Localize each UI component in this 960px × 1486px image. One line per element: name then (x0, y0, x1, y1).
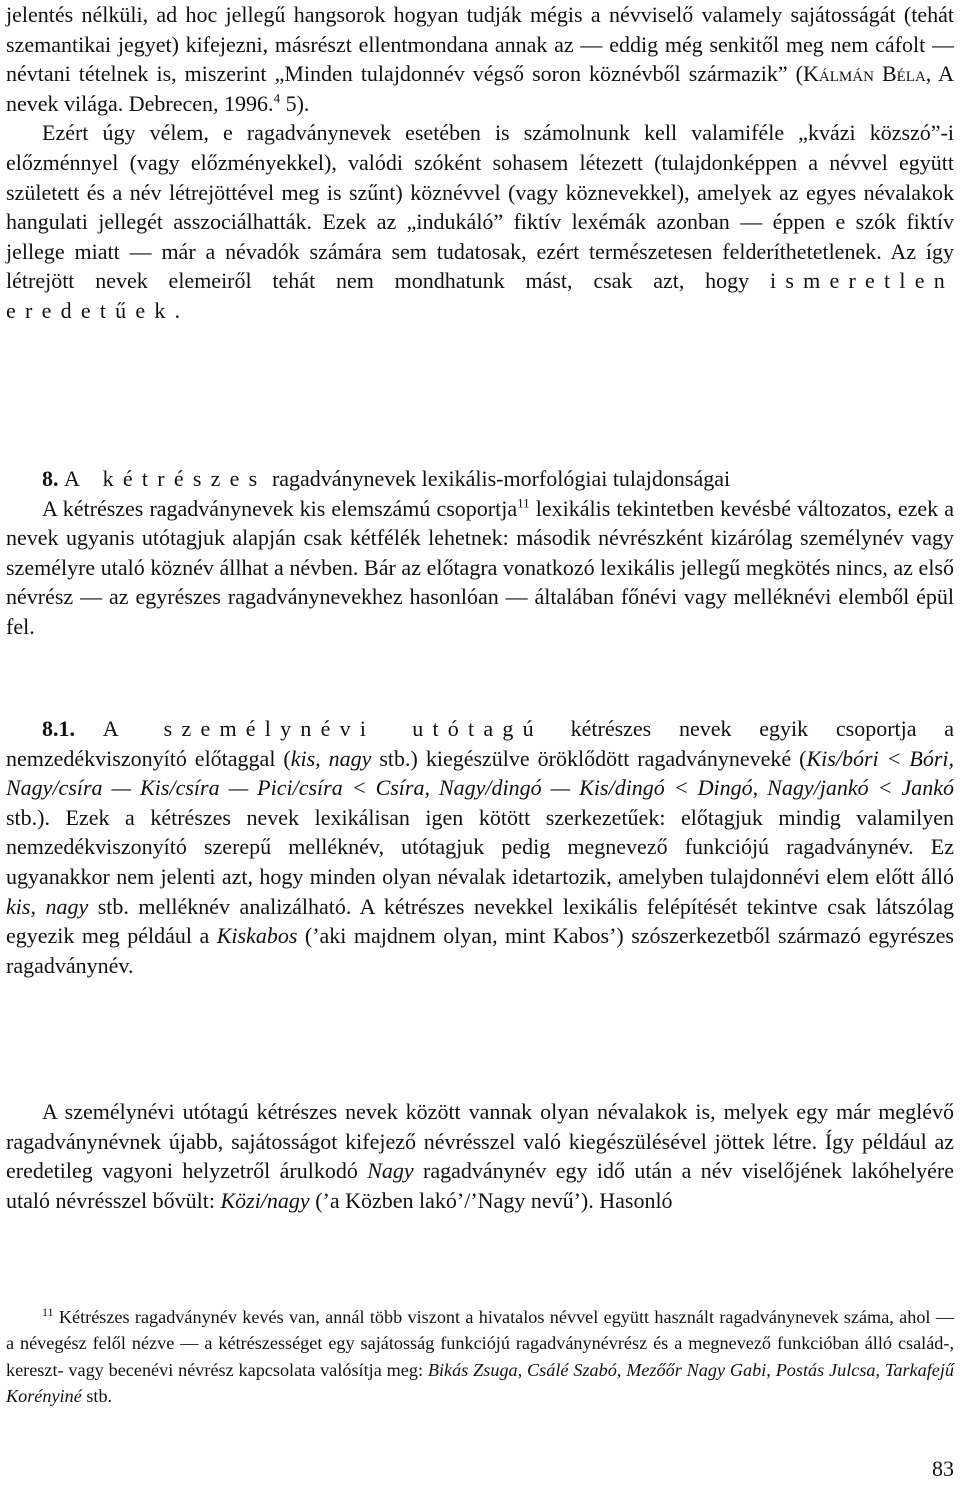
text-run: A kétrészes ragadványnevek kis elemszámú csoportja (42, 495, 518, 521)
page-number: 83 (932, 1456, 954, 1481)
text-run: stb. (81, 1386, 113, 1407)
text-run: , A nevek világa. Debrecen, 1996. (6, 61, 954, 116)
paragraph-continued (6, 0, 954, 326)
italic-run: kis, nagy (290, 745, 372, 771)
text-run: lexikális tekintetben kevésbé változatos, ezek a nevek ugyanis utótagjuk alapján csak kétfélék lehetnek: második névrészként kizárólag személynév vagy személyre utaló köznév állhat a névben. Bár az előtagra vonatkozó lexikális jellegű megkötés nincs, az első névrész — az egyrészes ragadványnevekhez hasonlóan — általában főnévi vagy melléknévi elemből épül fel. (6, 495, 954, 639)
author-name: Kálmán Béla (803, 61, 926, 87)
spaced-emphasis: A személynévi utótagú (102, 716, 543, 741)
italic-run: Bikás Zsuga, Csálé Szabó, Mezőőr Nagy Gabi, Postás Julcsa, Tarkafejű Korényiné (6, 1359, 954, 1407)
text-run: kétrészes nevek egyik csoportja a nemzedékviszonyító előtaggal ( (6, 716, 955, 771)
footnote-number: 11 (42, 1304, 54, 1319)
paragraph (6, 714, 954, 980)
text-run: A személynévi utótagú kétrészes nevek között vannak olyan névalakok is, melyek egy már meglévő ragadványnévnek újabb, sajátosságot kifejező névrésszel való kiegészülésével jöttek létre. Így például az eredetileg vagyoni helyzetről árulkodó (6, 1099, 954, 1184)
text-run: stb. melléknév analizálható. A kétrészes nevekkel lexikális felépítését tekintve csak látszólag egyezik meg például a (6, 893, 954, 949)
section-title: ragadványnevek lexikális-morfológiai tulajdonságai (266, 466, 731, 491)
paragraph (6, 1097, 954, 1215)
text-run: jelentés nélküli, ad hoc jellegű hangsorok hogyan tudják mégis a névviselő valamely sajátosságát (tehát szemantikai jegyet) kifejezni, másrészt ellentmondana annak az — eddig még senkitől meg nem cáfolt — névtani tételnek is, miszerint „Minden tulajdonnév végső soron köznévből származik” ( (6, 2, 954, 87)
text-run: (’a Közben lakó’/’Nagy nevű’). Hasonló (309, 1187, 673, 1213)
section-number: 8.1. (42, 716, 75, 741)
italic-run: Kiskabos (216, 923, 298, 949)
text-run: . (174, 297, 181, 323)
text-run: (’aki majdnem olyan, mint Kabos’) szószerkezetből származó egyrészes ragadványnév. (6, 923, 954, 978)
italic-run: Nagy (367, 1158, 414, 1184)
italic-run: Kis/bóri < Bóri, Nagy/csíra — Kis/csíra — Pici/csíra < Csíra, Nagy/dingó — Kis/dingó < Dingó, Nagy/jankó < Jankó (6, 745, 955, 801)
text-run: 5). (280, 90, 310, 116)
footnote-ref: 11 (517, 495, 530, 511)
text-run: stb.). Ezek a kétrészes nevek lexikálisan igen kötött szerkezetűek: előtagjuk mindig valamilyen nemzedékviszonyító szerepű melléknév, utótagjuk pedig megnevező funkciójú ragadványnév. Ez ugyanakkor nem jelenti azt, hogy minden olyan névalak idetartozik, amelyben tulajdonnévi elem előtt álló (6, 804, 954, 889)
paragraph (6, 118, 954, 325)
section-heading (6, 464, 954, 494)
text-run: ragadványnév egy idő után a név viselőjének lakóhelyére utaló névrésszel bővült: (6, 1158, 954, 1213)
section-8 (6, 464, 954, 642)
italic-run: Közi/nagy (220, 1187, 310, 1213)
section-8-1 (6, 714, 954, 980)
text-run: Kétrészes ragadványnév kevés van, annál több viszont a hivatalos névvel együtt használt ragadványnevek száma, ahol — a névegész felől nézve — a kétrészességet egy sajátosság funkciójú ragadványnévrész és a megnevező funkcióban álló család-, kereszt- vagy becenévi névrész kapcsolata valósítja meg: (6, 1307, 954, 1380)
text-run: stb.) kiegészülve öröklődött ragadványneveké ( (371, 745, 807, 771)
spaced-emphasis: ismeretlen eredetűek (6, 268, 954, 323)
italic-run: kis, nagy (6, 893, 89, 919)
paragraph-block (6, 1097, 954, 1215)
footnote (6, 1304, 954, 1410)
section-number: 8. (42, 466, 59, 491)
footnote-ref: 4 (273, 90, 281, 106)
text-run: Ezért úgy vélem, e ragadványnevek esetében is számolnunk kell valamiféle „kvázi közszó”-i előzménnyel (vagy előzményekkel), valódi szóként sohasem létezett (tulajdonképpen a névvel együtt született és a név létrejöttével meg is szűnt) köznévvel (vagy köznevekkel), amelyek az egyes névalakok hangulati jellegét asszociálhatták. Ezek az „indukáló” fiktív lexémák azonban — éppen e szók fiktív jellege miatt — már a névadók számára sem tudatosak, ezért természetesen felderíthetetlenek. Az így létrejött nevek elemeiről tehát nem mondhatunk mást, csak azt, hogy (6, 120, 954, 294)
paragraph (6, 494, 954, 642)
spaced-emphasis: A kétrészes (64, 466, 267, 491)
